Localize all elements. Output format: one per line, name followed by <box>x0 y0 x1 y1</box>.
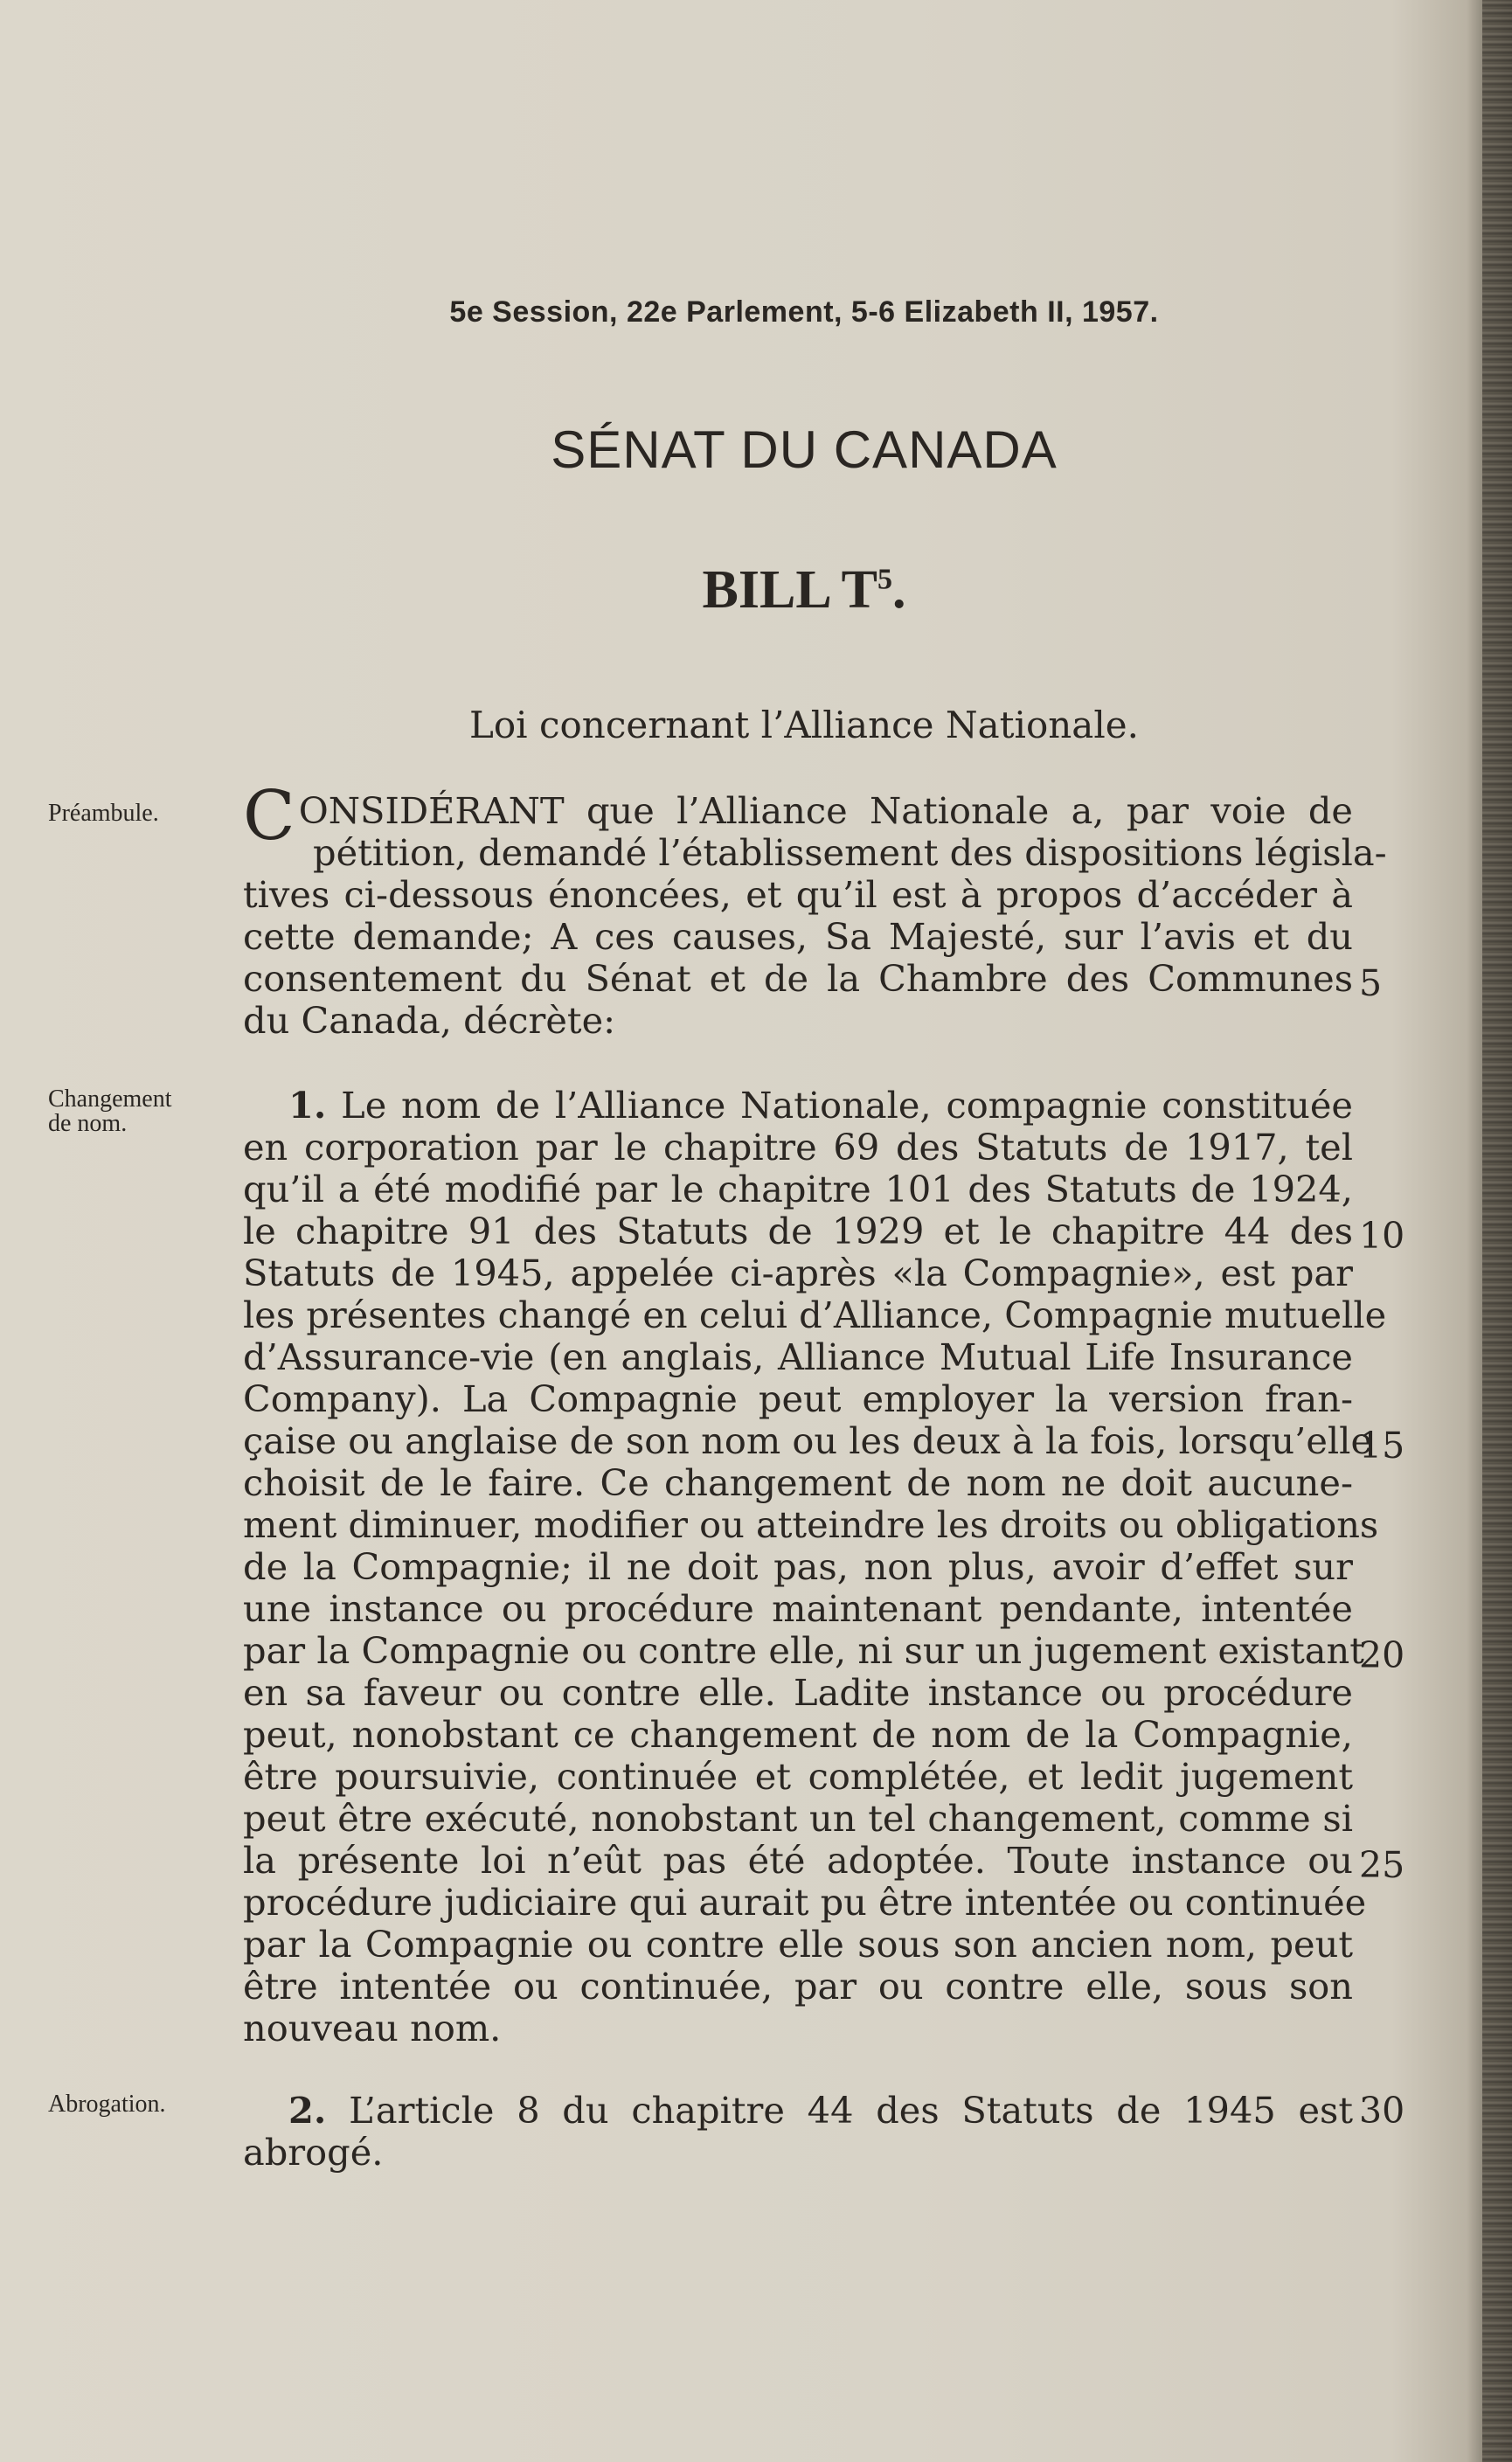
section-1-line: qu’il a été modifié par le chapitre 101 des Statuts de 1924, <box>243 1168 1353 1210</box>
line-number: 25 <box>1359 1844 1405 1886</box>
section-1-line: en sa faveur ou contre elle. Ladite instance ou procédure <box>243 1671 1353 1714</box>
bill-title-text: BILL T <box>702 560 877 620</box>
section-number: 1. <box>288 1084 327 1127</box>
line-number: 20 <box>1359 1634 1405 1676</box>
bill-title <box>0 559 1512 621</box>
line-number: 15 <box>1359 1425 1405 1467</box>
text-line <box>243 1085 1353 1127</box>
preamble-line: consentement du Sénat et de la Chambre des Communes <box>243 957 1353 1000</box>
text-line <box>243 2090 1353 2132</box>
bill-subtitle: Loi concernant l’Alliance Nationale. <box>469 704 1139 746</box>
session-line: 5e Session, 22e Parlement, 5-6 Elizabeth II, 1957. <box>449 295 1159 329</box>
section-1-line: la présente loi n’eût pas été adoptée. Toute instance ou <box>243 1839 1353 1882</box>
section-1-line: ment diminuer, modifier ou atteindre les droits ou obligations <box>243 1503 1379 1546</box>
line-number: 30 <box>1359 2090 1405 2132</box>
section-1-line: de la Compagnie; il ne doit pas, non plus, avoir d’effet sur <box>243 1545 1353 1588</box>
preamble-line: ONSIDÉRANT que l’Alliance Nationale a, par voie de <box>298 789 1353 832</box>
book-spine <box>1482 0 1512 2462</box>
section-1-line: Company). La Compagnie peut employer la version fran- <box>243 1377 1353 1420</box>
bill-superscript: 5 <box>877 563 892 596</box>
margin-note-change-1: Changement <box>48 1085 172 1113</box>
section-1-line: être intentée ou continuée, par ou contre elle, sous son <box>243 1965 1353 2008</box>
section-2-line: L’article 8 du chapitre 44 des Statuts de 1945 est <box>349 2089 1353 2132</box>
margin-note-preamble: Préambule. <box>48 800 159 827</box>
section-1-line: choisit de le faire. Ce changement de nom ne doit aucune- <box>243 1461 1353 1504</box>
preamble-paragraph <box>243 777 1387 1042</box>
line-number: 10 <box>1359 1215 1405 1257</box>
section-1-line: Statuts de 1945, appelée ci-après «la Compagnie», est par <box>243 1252 1353 1294</box>
section-2 <box>243 2090 1353 2174</box>
section-1-line: par la Compagnie ou contre elle, ni sur un jugement existant <box>243 1629 1364 1672</box>
section-1-line: par la Compagnie ou contre elle sous son ancien nom, peut <box>243 1923 1353 1966</box>
section-1-line: Le nom de l’Alliance Nationale, compagnie constituée <box>341 1084 1353 1127</box>
section-1-line: être poursuivie, continuée et complétée, et ledit jugement <box>243 1755 1353 1798</box>
bill-title-period: . <box>892 560 906 620</box>
preamble-line: tives ci-dessous énoncées, et qu’il est à propos d’accéder à <box>243 873 1353 916</box>
section-1-line: peut être exécuté, nonobstant un tel changement, comme si <box>243 1797 1353 1840</box>
margin-note-change-2: de nom. <box>48 1110 128 1137</box>
section-1-line: d’Assurance-vie (en anglais, Alliance Mutual Life Insurance <box>243 1335 1353 1378</box>
section-1-line: peut, nonobstant ce changement de nom de la Compagnie, <box>243 1713 1353 1756</box>
margin-note-abrogation: Abrogation. <box>48 2091 166 2118</box>
section-1-line: une instance ou procédure maintenant pendante, intentée <box>243 1587 1353 1630</box>
preamble-line: pétition, demandé l’établissement des dispositions législa- <box>313 831 1387 874</box>
senate-heading: SÉNAT DU CANADA <box>551 420 1058 479</box>
dropcap: C <box>243 777 295 856</box>
section-1-line: çaise ou anglaise de son nom ou les deux à la fois, lorsqu’elle <box>243 1419 1373 1462</box>
section-1-line: en corporation par le chapitre 69 des Statuts de 1917, tel <box>243 1126 1353 1169</box>
preamble-line: cette demande; A ces causes, Sa Majesté, sur l’avis et du <box>243 915 1353 958</box>
section-1-line: procédure judiciaire qui aurait pu être intentée ou continuée <box>243 1881 1367 1924</box>
section-number: 2. <box>288 2089 327 2132</box>
section-1-line: le chapitre 91 des Statuts de 1929 et le chapitre 44 des <box>243 1210 1353 1252</box>
section-1-line: nouveau nom. <box>243 2007 502 2049</box>
section-2-line: abrogé. <box>243 2131 384 2174</box>
section-1-line: les présentes changé en celui d’Alliance, Compagnie mutuelle <box>243 1293 1387 1336</box>
preamble-line: du Canada, décrète: <box>243 999 616 1042</box>
line-number: 5 <box>1359 962 1383 1004</box>
